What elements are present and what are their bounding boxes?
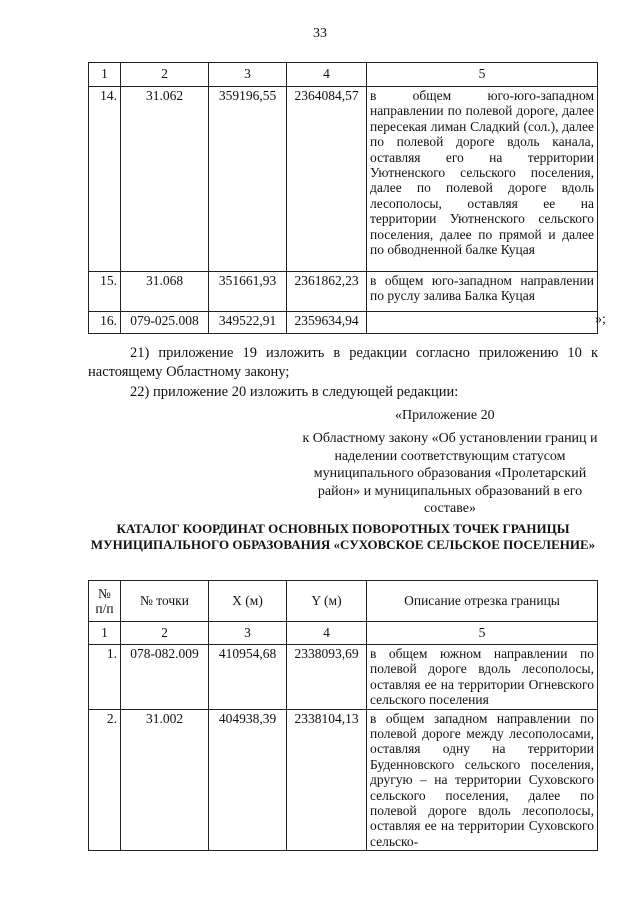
y-coordinate: 2338104,13 [287, 709, 367, 851]
x-coordinate: 410954,68 [209, 645, 287, 710]
header-cell: 5 [367, 622, 598, 645]
x-coordinate: 359196,55 [209, 87, 287, 272]
table-row [89, 87, 598, 272]
table-row [89, 272, 598, 312]
column-header-point: № точки [121, 581, 209, 622]
header-cell: 2 [121, 622, 209, 645]
y-coordinate: 2338093,69 [287, 645, 367, 710]
row-number: 16. [89, 312, 121, 334]
coordinates-table [88, 580, 598, 851]
closing-quote: »; [595, 312, 606, 327]
point-number: 079-025.008 [121, 312, 209, 334]
table-row [89, 312, 598, 334]
point-number: 31.068 [121, 272, 209, 312]
table-row [89, 645, 598, 710]
header-cell: 4 [287, 622, 367, 645]
row-number: 15. [89, 272, 121, 312]
column-header-number: № п/п [89, 581, 121, 622]
x-coordinate: 404938,39 [209, 709, 287, 851]
table-header-numbers [89, 63, 598, 87]
table-column-headers [89, 581, 598, 622]
coordinates-table-continued [88, 62, 598, 334]
point-number: 31.002 [121, 709, 209, 851]
paragraph-item-22: 22) приложение 20 изложить в следующей редакции: [130, 384, 459, 400]
segment-description [367, 312, 598, 334]
page-number: 33 [313, 26, 327, 41]
y-coordinate: 2359634,94 [287, 312, 367, 334]
catalog-title: КАТАЛОГ КООРДИНАТ ОСНОВНЫХ ПОВОРОТНЫХ ТОЧЕК ГРАНИЦЫ МУНИЦИПАЛЬНОГО ОБРАЗОВАНИЯ «СУХОВСКОЕ СЕЛЬСКОЕ ПОСЕЛЕНИЕ» [90, 521, 596, 552]
paragraph-item-21: 21) приложение 19 изложить в редакции согласно приложению 10 к настоящему Областному закону; [88, 345, 598, 380]
y-coordinate: 2361862,23 [287, 272, 367, 312]
segment-description: в общем юго-юго-западном направлении по полевой дороге, далее пересекая лиман Сладкий (сол.), далее по полевой дороге вдоль канала, оставляя его на территории Уютненского сельского поселения, далее по полевой дороге вдоль лесополосы, оставляя ее на территории Уютненского сельского поселения, далее по прямой и далее по обводненной балке Куцая [367, 87, 598, 272]
header-cell: 4 [287, 63, 367, 87]
header-cell: 1 [89, 63, 121, 87]
appendix-caption: к Областному закону «Об установлении границ и наделении соответствующим статусом муниципального образования «Пролетарский район» и муниципальных образований в его составе» [302, 431, 598, 516]
y-coordinate: 2364084,57 [287, 87, 367, 272]
segment-description: в общем южном направлении по полевой дороге вдоль лесополосы, оставляя ее на территории Огневского сельского поселения [367, 645, 598, 710]
row-number: 14. [89, 87, 121, 272]
table-row [89, 709, 598, 851]
row-number: 2. [89, 709, 121, 851]
column-header-y: Y (м) [287, 581, 367, 622]
appendix-title: «Приложение 20 [395, 408, 495, 423]
header-cell: 3 [209, 622, 287, 645]
x-coordinate: 349522,91 [209, 312, 287, 334]
point-number: 31.062 [121, 87, 209, 272]
table-header-numbers [89, 622, 598, 645]
column-header-x: X (м) [209, 581, 287, 622]
header-cell: 3 [209, 63, 287, 87]
header-cell: 1 [89, 622, 121, 645]
header-cell: 5 [367, 63, 598, 87]
header-cell: 2 [121, 63, 209, 87]
x-coordinate: 351661,93 [209, 272, 287, 312]
column-header-description: Описание отрезка границы [367, 581, 598, 622]
segment-description: в общем западном направлении по полевой дороге между лесополосами, оставляя одну на территории Буденновского сельского поселения, другую – на территории Суховского сельского поселения, далее по полевой дороге вдоль лесополосы, оставляя ее на территории Суховского сельско- [367, 709, 598, 851]
row-number: 1. [89, 645, 121, 710]
segment-description: в общем юго-западном направлении по руслу залива Балка Куцая [367, 272, 598, 312]
point-number: 078-082.009 [121, 645, 209, 710]
